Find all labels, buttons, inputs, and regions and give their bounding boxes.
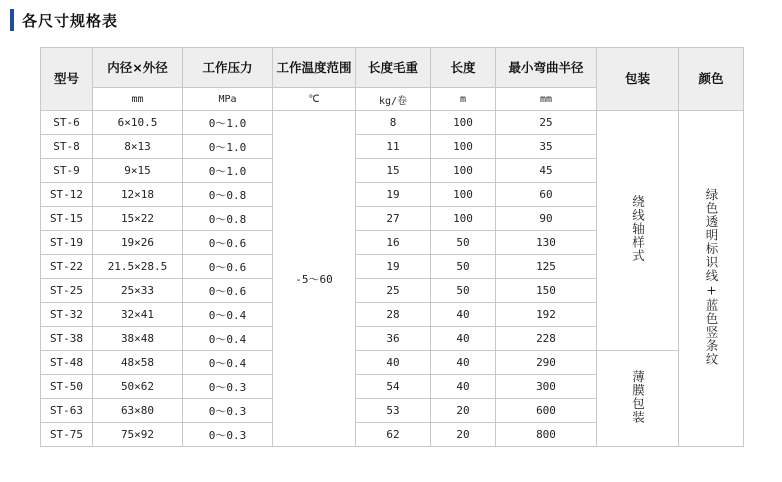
cell-bend-radius: 600 (496, 399, 597, 423)
header-size: 内径×外径 (93, 48, 183, 88)
cell-bend-radius: 45 (496, 159, 597, 183)
cell-weight: 19 (356, 255, 431, 279)
cell-weight: 8 (356, 111, 431, 135)
header-weight: 长度毛重 (356, 48, 431, 88)
cell-packaging-spool (597, 111, 679, 351)
cell-pressure: 0～1.0 (183, 159, 273, 183)
cell-weight: 40 (356, 351, 431, 375)
cell-model: ST-22 (41, 255, 93, 279)
cell-size: 19×26 (93, 231, 183, 255)
cell-weight: 54 (356, 375, 431, 399)
packaging-film-text: 薄膜包装 (630, 370, 646, 424)
cell-length: 20 (431, 399, 496, 423)
cell-pressure: 0～1.0 (183, 135, 273, 159)
cell-temperature-range: -5～60 (273, 111, 356, 447)
cell-bend-radius: 300 (496, 375, 597, 399)
cell-pressure: 0～0.4 (183, 327, 273, 351)
cell-bend-radius: 228 (496, 327, 597, 351)
unit-size: mm (93, 88, 183, 111)
page-title: 各尺寸规格表 (22, 11, 119, 30)
cell-size: 21.5×28.5 (93, 255, 183, 279)
header-length: 长度 (431, 48, 496, 88)
cell-bend-radius: 35 (496, 135, 597, 159)
cell-model: ST-15 (41, 207, 93, 231)
cell-length: 20 (431, 423, 496, 447)
cell-pressure: 0～1.0 (183, 111, 273, 135)
unit-temperature: ℃ (273, 88, 356, 111)
cell-weight: 53 (356, 399, 431, 423)
cell-weight: 16 (356, 231, 431, 255)
cell-bend-radius: 192 (496, 303, 597, 327)
packaging-spool-text: 绕线轴样式 (630, 195, 646, 263)
header-bend-radius: 最小弯曲半径 (496, 48, 597, 88)
cell-size: 25×33 (93, 279, 183, 303)
cell-weight: 15 (356, 159, 431, 183)
cell-size: 8×13 (93, 135, 183, 159)
cell-length: 100 (431, 159, 496, 183)
cell-length: 50 (431, 255, 496, 279)
cell-size: 75×92 (93, 423, 183, 447)
cell-bend-radius: 125 (496, 255, 597, 279)
cell-size: 15×22 (93, 207, 183, 231)
cell-size: 50×62 (93, 375, 183, 399)
cell-model: ST-38 (41, 327, 93, 351)
cell-length: 40 (431, 327, 496, 351)
cell-color (679, 111, 744, 447)
cell-packaging-film (597, 351, 679, 447)
cell-bend-radius: 290 (496, 351, 597, 375)
cell-pressure: 0～0.3 (183, 423, 273, 447)
cell-model: ST-75 (41, 423, 93, 447)
cell-model: ST-19 (41, 231, 93, 255)
cell-pressure: 0～0.8 (183, 183, 273, 207)
cell-pressure: 0～0.3 (183, 375, 273, 399)
cell-bend-radius: 25 (496, 111, 597, 135)
cell-size: 63×80 (93, 399, 183, 423)
cell-length: 50 (431, 279, 496, 303)
cell-size: 12×18 (93, 183, 183, 207)
cell-length: 100 (431, 111, 496, 135)
cell-weight: 62 (356, 423, 431, 447)
cell-size: 6×10.5 (93, 111, 183, 135)
header-model: 型号 (41, 48, 93, 111)
cell-pressure: 0～0.6 (183, 255, 273, 279)
cell-length: 100 (431, 183, 496, 207)
unit-pressure: MPa (183, 88, 273, 111)
unit-bend-radius: mm (496, 88, 597, 111)
cell-length: 40 (431, 351, 496, 375)
cell-bend-radius: 150 (496, 279, 597, 303)
cell-length: 100 (431, 207, 496, 231)
cell-bend-radius: 130 (496, 231, 597, 255)
cell-size: 38×48 (93, 327, 183, 351)
cell-model: ST-8 (41, 135, 93, 159)
cell-weight: 11 (356, 135, 431, 159)
cell-length: 100 (431, 135, 496, 159)
cell-model: ST-48 (41, 351, 93, 375)
table-row (41, 111, 744, 135)
cell-bend-radius: 90 (496, 207, 597, 231)
cell-weight: 25 (356, 279, 431, 303)
cell-bend-radius: 800 (496, 423, 597, 447)
unit-length: m (431, 88, 496, 111)
cell-size: 32×41 (93, 303, 183, 327)
color-text: 绿色透明标识线+蓝色竖条纹 (704, 188, 719, 366)
cell-model: ST-50 (41, 375, 93, 399)
cell-model: ST-9 (41, 159, 93, 183)
cell-model: ST-6 (41, 111, 93, 135)
cell-pressure: 0～0.4 (183, 351, 273, 375)
cell-size: 48×58 (93, 351, 183, 375)
cell-pressure: 0～0.3 (183, 399, 273, 423)
cell-model: ST-32 (41, 303, 93, 327)
cell-weight: 36 (356, 327, 431, 351)
header-row (41, 48, 744, 88)
cell-weight: 27 (356, 207, 431, 231)
spec-table (40, 47, 744, 447)
title-accent-bar (10, 9, 14, 31)
page-header (10, 8, 118, 32)
cell-length: 40 (431, 375, 496, 399)
cell-bend-radius: 60 (496, 183, 597, 207)
cell-length: 50 (431, 231, 496, 255)
cell-weight: 19 (356, 183, 431, 207)
cell-weight: 28 (356, 303, 431, 327)
cell-model: ST-12 (41, 183, 93, 207)
cell-size: 9×15 (93, 159, 183, 183)
cell-pressure: 0～0.8 (183, 207, 273, 231)
cell-pressure: 0～0.6 (183, 279, 273, 303)
unit-weight: kg/卷 (356, 88, 431, 111)
cell-pressure: 0～0.4 (183, 303, 273, 327)
header-color: 颜色 (679, 48, 744, 111)
cell-model: ST-63 (41, 399, 93, 423)
cell-model: ST-25 (41, 279, 93, 303)
table-row (41, 351, 744, 375)
cell-length: 40 (431, 303, 496, 327)
header-pressure: 工作压力 (183, 48, 273, 88)
header-packaging: 包装 (597, 48, 679, 111)
cell-pressure: 0～0.6 (183, 231, 273, 255)
header-temperature: 工作温度范围 (273, 48, 356, 88)
